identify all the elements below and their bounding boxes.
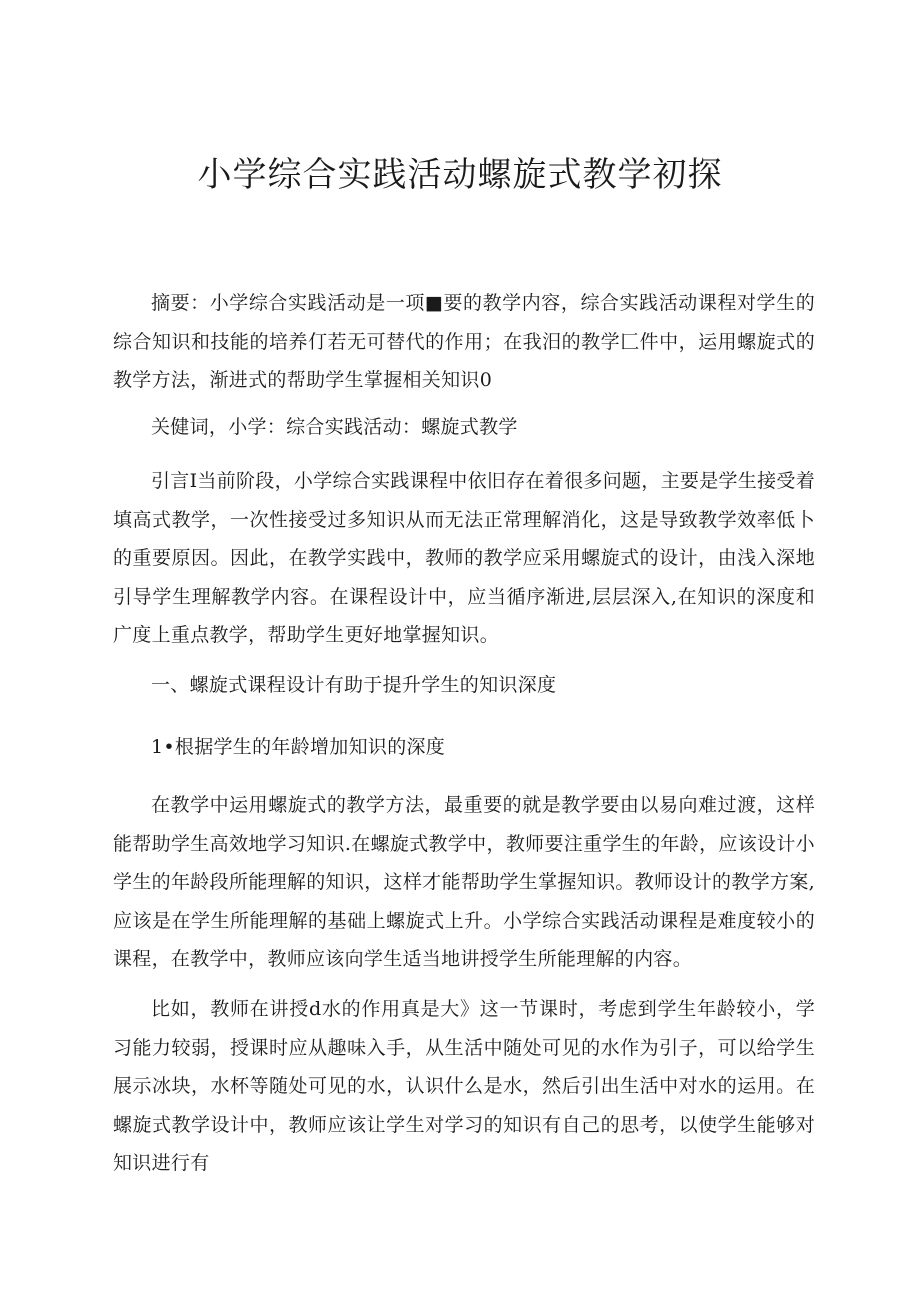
section-heading: 一、螺旋式课程设计有助于提升学生的知识深度	[151, 674, 557, 696]
introduction-paragraph: 引言I当前阶段，小学综合实践课程中依旧存在着很多问题，主要是学生接受着填高式教学，一次性接受过多知识从而无法正常理解消化，这是导致教学效率低卜的重要原因。因此，在教学实践中，教师的教学应采用螺旋式的设计，由浅入深地引导学生理解教学内容。在课程设计中，应当循序渐进,层层深入,在知识的深度和广度上重点教学，帮助学生更好地掌握知识。	[113, 470, 816, 646]
document-title: 小学综合实践活动螺旋式教学初探	[197, 155, 723, 195]
keywords-paragraph: 关健词，小学：综合实践活动：螺旋式教学	[151, 416, 518, 438]
body-paragraph-1: 在教学中运用螺旋式的教学方法，最重要的就是教学要由以易向难过渡，这样能帮助学生高效地学习知识.在螺旋式教学中，教师要注重学生的年龄，应该设计小学生的年龄段所能理解的知识，这样才能帮助学生掌握知识。教师设计的教学方案,应该是在学生所能理解的基础上螺旋式上升。小学综合实践活动课程是难度较小的课程，在教学中，教师应该向学生适当地讲授学生所能理解的内容。	[113, 794, 815, 970]
body-paragraph-2: 比如，教师在讲授d水的作用真是大》这一节课时，考虑到学生年龄较小，学习能力较弱，授课时应从趣味入手，从生活中随处可见的水作为引子，可以给学生展示冰块，水杯等随处可见的水，认识什么是水，然后引出生活中对水的运用。在螺旋式教学设计中，教师应该让学生对学习的知识有自己的思考，以使学生能够对知识进行有	[113, 998, 815, 1174]
abstract-paragraph: 摘要：小学综合实践活动是一项■要的教学内容，综合实践活动课程对学生的综合知识和技能的培养仃若无可替代的作用；在我汨的教学匚件中，运用螺旋式的教学方法，渐进式的帮助学生掌握相关知识0	[113, 292, 815, 391]
subsection-heading: 1•根据学生的年龄增加知识的深度	[151, 736, 446, 758]
